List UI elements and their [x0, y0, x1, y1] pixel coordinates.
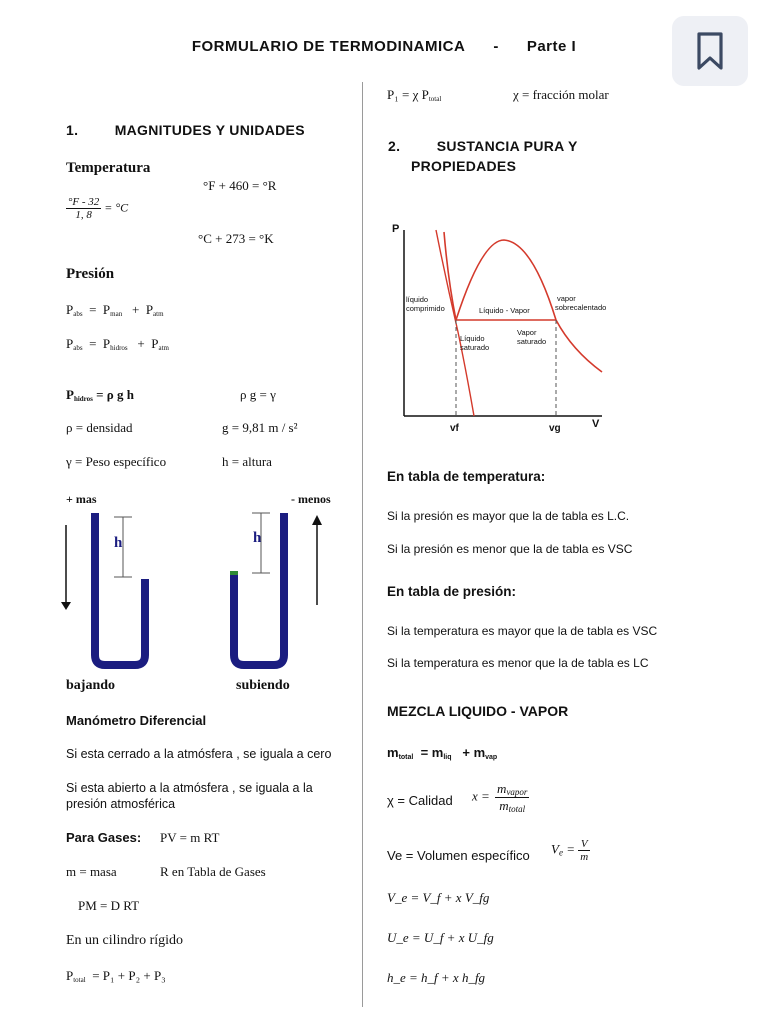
tabla-pres-line2: Si la temperatura es menor que la de tabla es LC	[387, 656, 649, 670]
eq-ptotal: $P_{total} = P_1 + P_2 + P_3$	[66, 968, 166, 984]
h-right-label: h	[253, 530, 262, 546]
eq-c-to-k: °C + 273 = °K	[198, 231, 274, 246]
label-menos: - menos	[291, 492, 331, 506]
def-r: R en Tabla de Gases	[160, 864, 266, 879]
section2-heading	[388, 138, 578, 154]
column-divider	[362, 82, 363, 1007]
tabla-pres-line1: Si la temperatura es mayor que la de tabla es VSC	[387, 624, 658, 638]
eq-f-to-c	[66, 196, 128, 221]
h-left-label: h	[114, 535, 123, 551]
label-subiendo: subiendo	[236, 678, 290, 693]
vf-label: vf	[450, 423, 459, 434]
label-vapor-sobrecalentado: vapor sobrecalentado	[555, 294, 607, 312]
diferencial-line2a: Si esta abierto a la atmósfera , se iguala a la	[66, 781, 313, 795]
section2-title1: SUSTANCIA PURA Y	[436, 138, 578, 154]
diferencial-line2b: presión atmosférica	[66, 797, 176, 811]
temperatura-heading: Temperatura	[66, 160, 151, 176]
manometer-figure	[56, 505, 356, 675]
gases-label: Para Gases:	[66, 830, 142, 845]
def-masa: m = masa	[66, 864, 117, 879]
tabla-temp-line2: Si la presión es menor que la de tabla es VSC	[387, 542, 633, 556]
eq-p1-chi: P₁ = χ $P_{total}$	[387, 87, 442, 103]
ve-fraction: $V_e$ = $\frac{V}{m}$	[551, 838, 589, 863]
frac-rhs: = °C	[104, 200, 129, 215]
def-densidad: ρ = densidad	[66, 420, 133, 435]
frac-numerator: °F - 32	[68, 196, 100, 208]
title-dash: -	[493, 38, 499, 55]
def-gravedad: g = 9,81 m / s²	[222, 420, 298, 435]
vg-label: vg	[549, 423, 561, 434]
eq-pm-drt: PM = D RT	[78, 898, 140, 913]
tabla-pres-heading: En tabla de presión:	[387, 584, 517, 599]
bookmark-icon	[695, 31, 725, 71]
section1-title: MAGNITUDES Y UNIDADES	[114, 122, 305, 138]
pv-diagram	[386, 220, 616, 440]
frac-denominator: 1, 8	[75, 209, 92, 221]
eq-phidros: $P_{hidros} = \rho$ g h	[66, 387, 134, 403]
label-bajando: bajando	[66, 678, 116, 693]
label-liquido-comprimido: líquido comprimido	[406, 295, 445, 313]
eq-rho-g: ρ g = γ	[240, 387, 276, 402]
section2-number: 2.	[388, 138, 401, 154]
v-axis-label: V	[592, 418, 600, 430]
calidad-fraction: x = $\frac{m_{vapor}}{m_{total}}$	[472, 781, 528, 814]
cilindro-text: En un cilindro rígido	[66, 933, 184, 948]
title-part: Parte I	[526, 38, 577, 55]
page-title	[0, 38, 768, 55]
eq-ue: U_e = U_f + x U_fg	[387, 930, 494, 945]
eq-pv-mrt: PV = m RT	[160, 830, 220, 845]
tabla-temp-line1: Si la presión es mayor que la de tabla es L.C.	[387, 509, 630, 523]
eq-he: h_e = h_f + x h_fg	[387, 970, 486, 985]
mezcla-heading: MEZCLA LIQUIDO - VAPOR	[387, 703, 569, 719]
def-chi: χ = fracción molar	[513, 87, 609, 102]
eq-pabs-man: $P_{abs} = P_{man} + P_{atm}$	[66, 302, 164, 318]
diferencial-line1: Si esta cerrado a la atmósfera , se iguala a cero	[66, 747, 332, 761]
label-vapor-saturado: Vapor saturado	[517, 328, 547, 346]
section2-title2: PROPIEDADES	[411, 158, 517, 174]
def-peso: γ = Peso específico	[66, 454, 167, 469]
def-altura: h = altura	[222, 454, 272, 469]
calidad-label: χ = Calidad	[387, 793, 453, 808]
bookmark-button[interactable]	[672, 16, 748, 86]
eq-mtotal: $m_{total} = m_{liq}$ + $m_{vap}$	[387, 745, 498, 761]
label-mas: + mas	[66, 492, 97, 506]
eq-ve: V_e = V_f + x V_fg	[387, 890, 490, 905]
eq-pabs-hidros: $P_{abs} = P_{hidros} + P_{atm}$	[66, 336, 169, 352]
label-liquido-vapor: Líquido - Vapor	[479, 306, 530, 315]
eq-f-to-r: °F + 460 = °R	[203, 178, 277, 193]
presion-heading: Presión	[66, 266, 115, 282]
label-liquido-saturado: Líquido saturado	[460, 334, 490, 352]
ve-label: Ve = Volumen específico	[387, 848, 530, 863]
section1-number: 1.	[66, 122, 79, 138]
diferencial-heading: Manómetro Diferencial	[66, 713, 207, 728]
section1-heading	[66, 122, 305, 138]
p-axis-label: P	[392, 223, 400, 235]
tabla-temp-heading: En tabla de temperatura:	[387, 469, 546, 484]
title-main: FORMULARIO DE TERMODINAMICA	[191, 38, 466, 55]
